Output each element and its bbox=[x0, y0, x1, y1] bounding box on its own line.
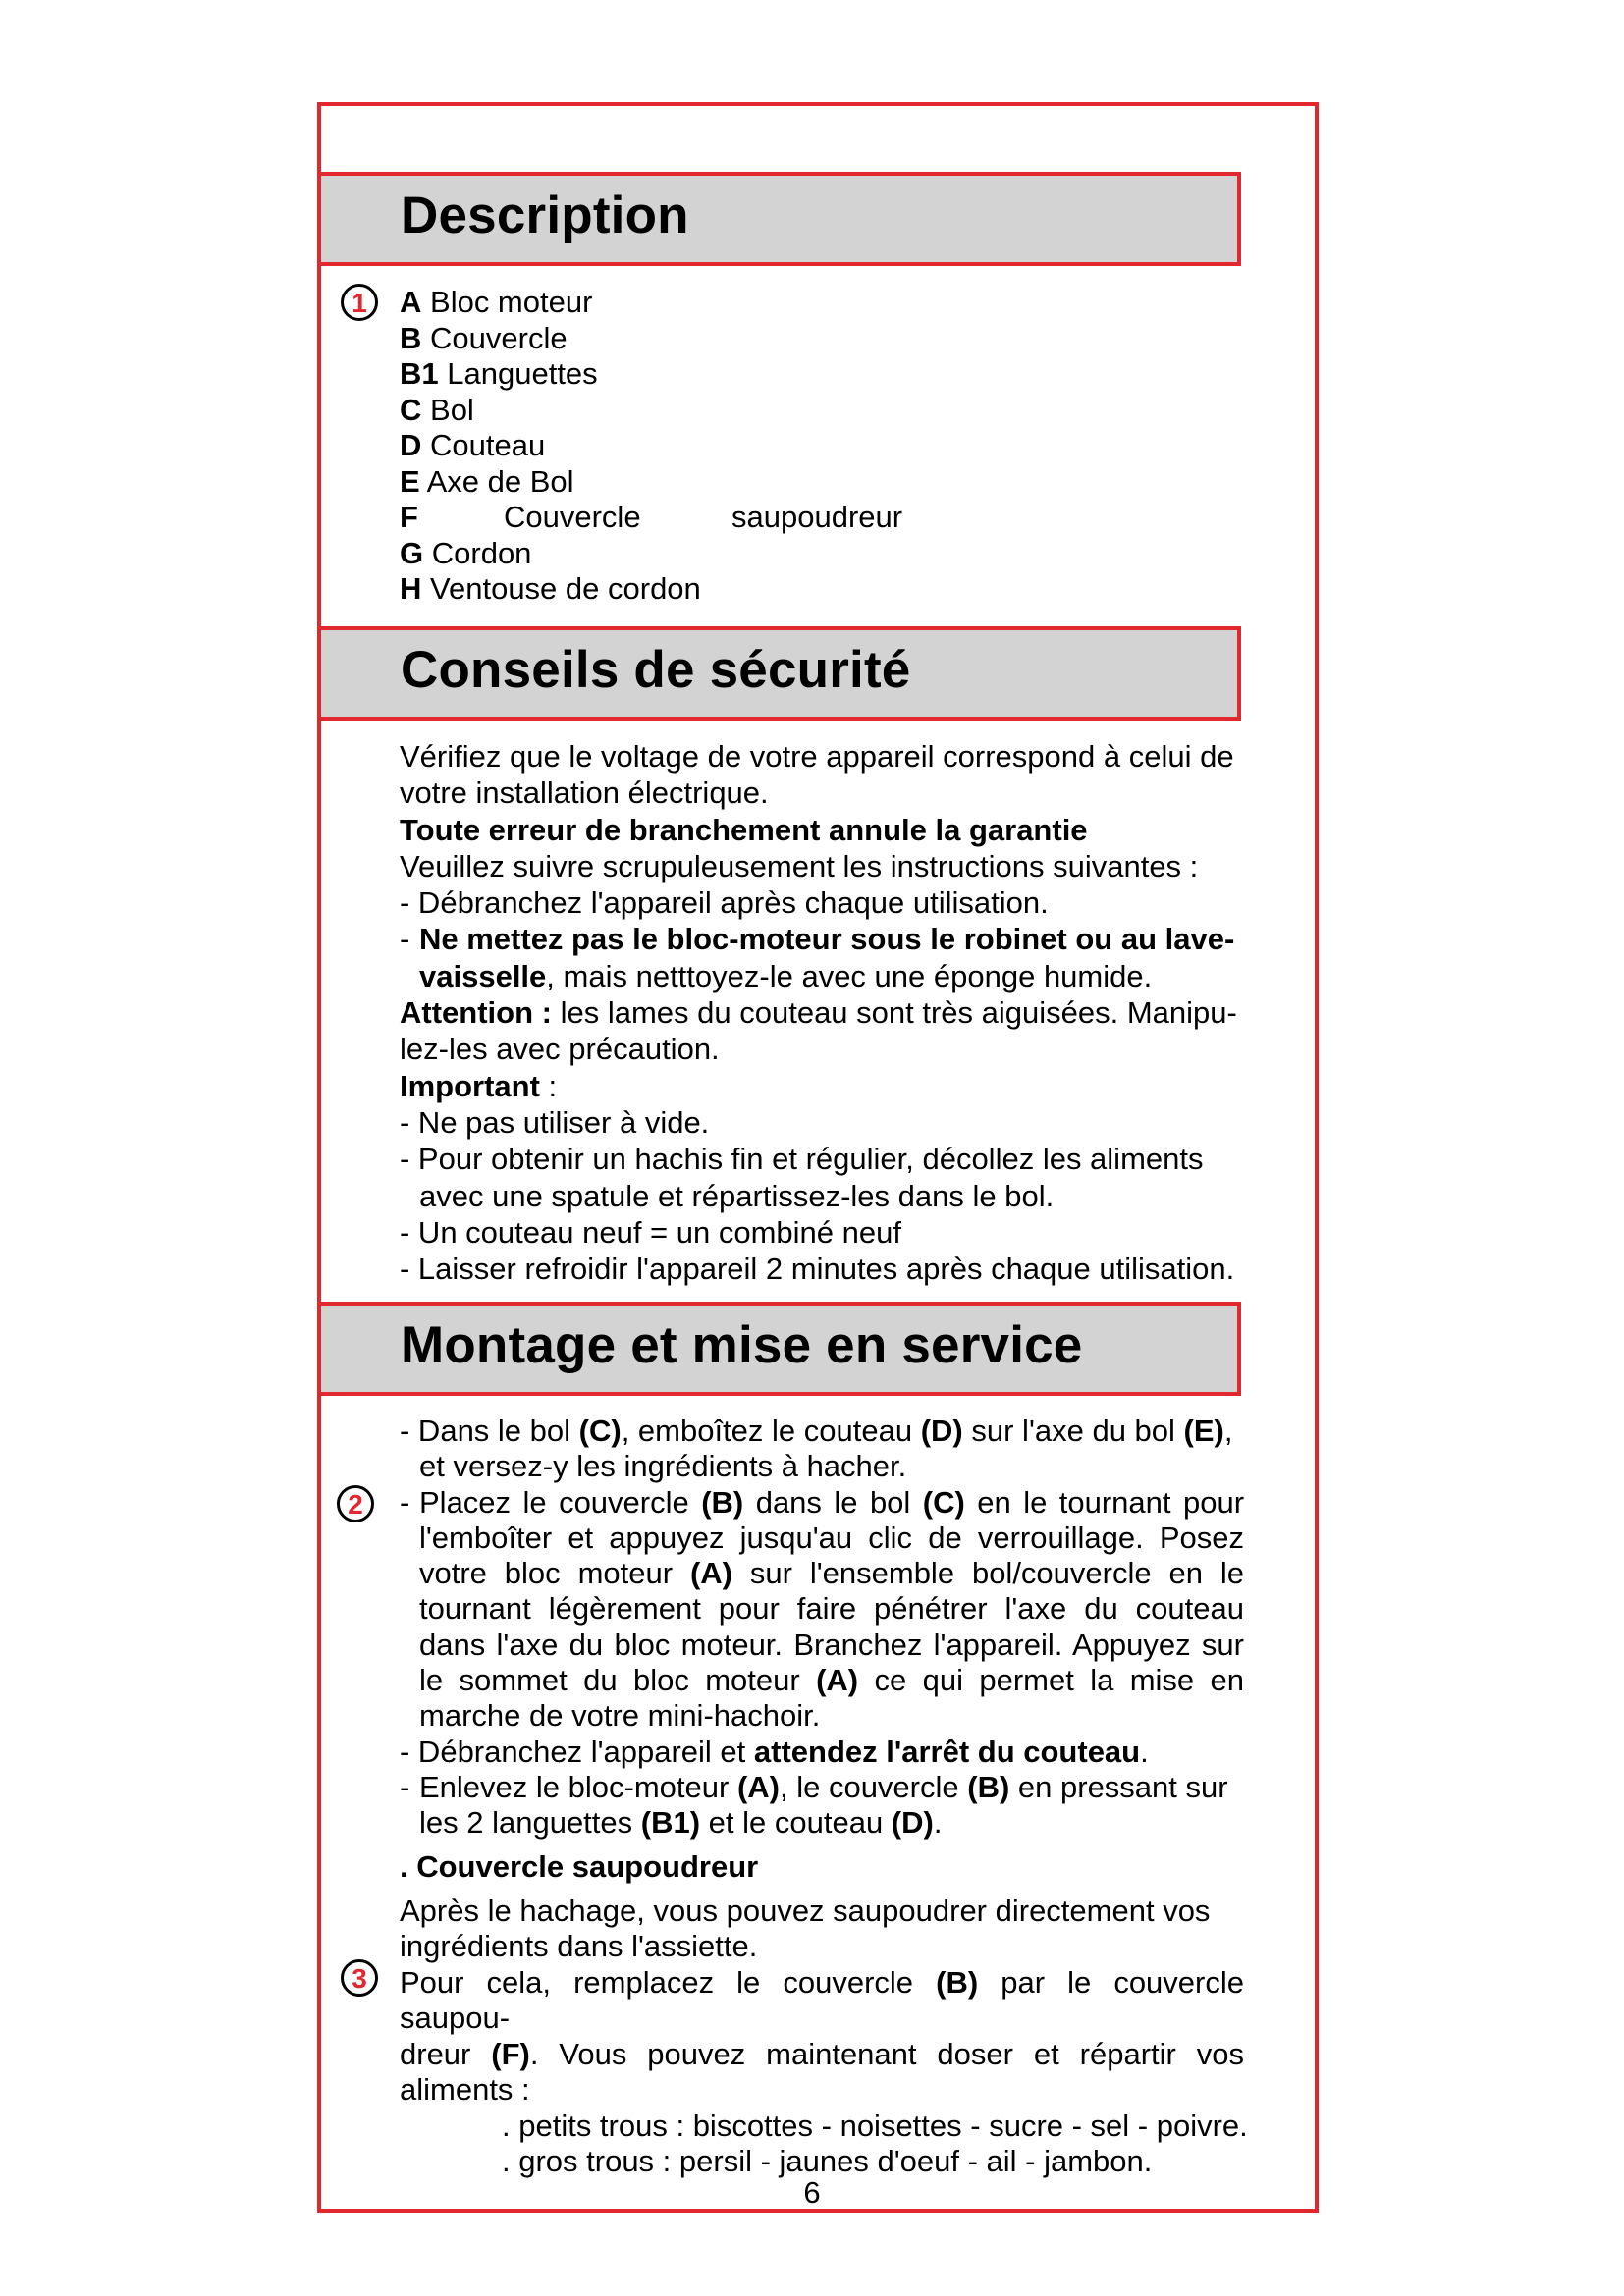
paragraph-line: aliments : bbox=[400, 2072, 530, 2107]
step-2: - Placez le couvercle (B) dans le bol (C) en le tournant pour l'emboîter et appuyez jusqu'au clic de verrouillage. Posez votre bloc moteur (A) sur l'ensemble bol/couvercle en le tournant légèrement pour faire pénétrer l'axe du couteau dans l'axe du bloc moteur. Branchez l'appareil. Appuyez sur le sommet du bloc moteur (A) ce qui permet la mise en marche de votre mini-hachoir. bbox=[400, 1484, 1245, 1734]
parts-list bbox=[400, 285, 1244, 608]
figure-marker-2: 2 bbox=[337, 1485, 374, 1522]
paragraph-line: Pour cela, remplacez le couvercle (B) par le couvercle saupou- bbox=[400, 1964, 1244, 2035]
securite-text bbox=[400, 738, 1244, 1287]
securite-heading: Conseils de sécurité bbox=[401, 641, 911, 699]
securite-heading-band bbox=[317, 626, 1241, 721]
description-heading: Description bbox=[401, 187, 689, 244]
list-item: E Axe de Bol bbox=[400, 463, 574, 499]
description-heading-band bbox=[317, 172, 1241, 266]
figure-marker-3: 3 bbox=[341, 1959, 378, 1997]
list-item: - Pour obtenir un hachis fin et régulier, décollez les aliments bbox=[400, 1142, 1204, 1177]
list-item: . petits trous : biscottes - noisettes - sucre - sel - poivre. bbox=[502, 2108, 1248, 2143]
montage-heading: Montage et mise en service bbox=[401, 1316, 1083, 1374]
paragraph-line: ingrédients dans l'assiette. bbox=[400, 1929, 758, 1963]
list-item: D Couteau bbox=[400, 428, 546, 462]
important-label: Important : bbox=[400, 1068, 558, 1103]
intro-line: votre installation électrique. bbox=[400, 775, 769, 811]
montage-steps bbox=[400, 1414, 1244, 1842]
montage-heading-band bbox=[317, 1302, 1241, 1396]
step-4: - Enlevez le bloc-moteur (A), le couvercle (B) en pressant sur les 2 languettes (B1) et le couteau (D). bbox=[400, 1769, 1228, 1841]
subsection-heading: . Couvercle saupoudreur bbox=[400, 1849, 759, 1884]
list-item: H Ventouse de cordon bbox=[400, 571, 701, 606]
warranty-warning: Toute erreur de branchement annule la garantie bbox=[400, 812, 1088, 847]
list-item: - Un couteau neuf = un combiné neuf bbox=[400, 1214, 901, 1250]
instructions-intro: Veuillez suivre scrupuleusement les instructions suivantes : bbox=[400, 848, 1199, 883]
list-item: - Débranchez l'appareil après chaque utilisation. bbox=[400, 885, 1049, 921]
list-item: - Ne mettez pas le bloc-moteur sous le robinet ou au lave- vaisselle, mais netttoyez-le avec une éponge humide. bbox=[400, 922, 1235, 993]
intro-line: Vérifiez que le voltage de votre appareil correspond à celui de bbox=[400, 739, 1234, 774]
attention-note: Attention : les lames du couteau sont très aiguisées. Manipu- bbox=[400, 995, 1237, 1031]
saupoudreur-section bbox=[400, 1849, 1248, 2180]
list-item: B1 Languettes bbox=[400, 356, 598, 391]
list-item: - Laisser refroidir l'appareil 2 minutes après chaque utilisation. bbox=[400, 1252, 1235, 1287]
list-item: B Couvercle bbox=[400, 320, 568, 355]
attention-note-cont: lez-les avec précaution. bbox=[400, 1032, 720, 1067]
list-item: - Ne pas utiliser à vide. bbox=[400, 1104, 710, 1140]
figure-marker-1: 1 bbox=[341, 284, 378, 321]
list-item: A Bloc moteur bbox=[400, 285, 593, 319]
list-item: . gros trous : persil - jaunes d'oeuf - ail - jambon. bbox=[502, 2144, 1153, 2178]
list-item: G Cordon bbox=[400, 535, 532, 570]
step-1-cont: et versez-y les ingrédients à hacher. bbox=[419, 1449, 907, 1484]
paragraph-line: dreur (F). Vous pouvez maintenant doser et répartir vos bbox=[400, 2036, 1244, 2071]
list-item: F Couvercle saupoudreur bbox=[400, 500, 903, 534]
list-item-cont: avec une spatule et répartissez-les dans le bol. bbox=[419, 1178, 1055, 1213]
step-1: - Dans le bol (C), emboîtez le couteau (D) sur l'axe du bol (E), bbox=[400, 1414, 1233, 1448]
step-3: - Débranchez l'appareil et attendez l'arrêt du couteau. bbox=[400, 1734, 1149, 1769]
paragraph-line: Après le hachage, vous pouvez saupoudrer directement vos bbox=[400, 1893, 1211, 1928]
list-item: C Bol bbox=[400, 392, 474, 427]
page-number: 6 bbox=[803, 2175, 821, 2210]
